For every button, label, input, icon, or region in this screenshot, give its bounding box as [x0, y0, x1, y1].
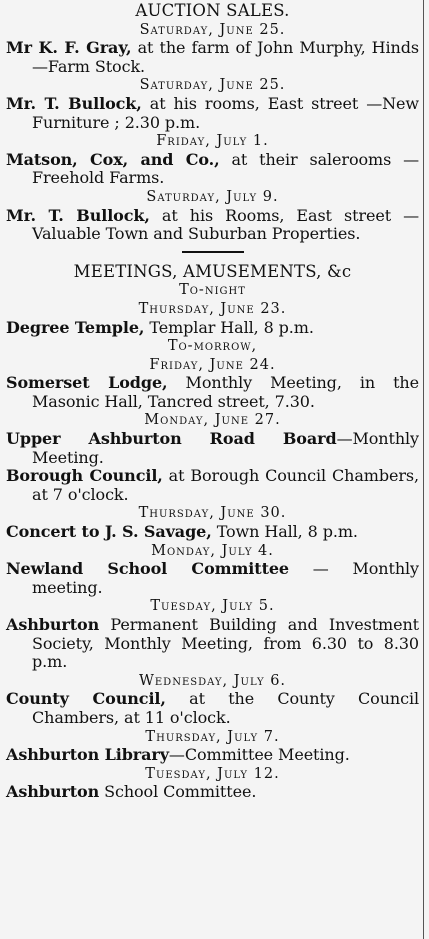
- listing-entry: Somerset Lodge, Monthly Meeting, in the Masonic Hall, Tancred street, 7.30.: [6, 373, 419, 411]
- listing-entry: Matson, Cox, and Co., at their salerooms —Freehold Farms.: [6, 149, 419, 188]
- meetings-heading: MEETINGS, AMUSEMENTS, &c: [73, 261, 352, 281]
- listing-entry: Newland School Committee — Monthly meeting.: [6, 559, 419, 597]
- listing-entry: Ashburton Library—Committee Meeting.: [6, 745, 350, 765]
- date-line: Thursday, June 30.: [138, 505, 287, 522]
- listing-entry: Upper Ashburton Road Board—Monthly Meeting.: [6, 429, 419, 467]
- listing-entry: Mr. T. Bullock, at his Rooms, East street —Valuable Town and Suburban Properties.: [6, 205, 419, 244]
- date-line: Thursday, June 23.: [138, 300, 287, 317]
- date-line: Wednesday, July 6.: [138, 672, 287, 689]
- date-line: Friday, June 24.: [149, 356, 276, 373]
- listing-entry: Ashburton School Committee.: [6, 782, 257, 802]
- listing-entry: Concert to J. S. Savage, Town Hall, 8 p.m.: [6, 522, 358, 542]
- listing-entry: County Council, at the County Council Chambers, at 11 o'clock.: [6, 689, 419, 727]
- date-line: Saturday, June 25.: [139, 21, 286, 38]
- column-rule: [423, 0, 424, 939]
- date-line: Thursday, July 7.: [145, 728, 280, 745]
- date-line: Friday, July 1.: [156, 133, 269, 150]
- listing-entry: Mr. T. Bullock, at his rooms, East street —New Furniture ; 2.30 p.m.: [6, 93, 419, 132]
- section-divider: [182, 251, 244, 253]
- listing-entry: Degree Temple, Templar Hall, 8 p.m.: [6, 317, 314, 337]
- listing-entry: Mr K. F. Gray, at the farm of John Murphy, Hinds—Farm Stock.: [6, 38, 420, 76]
- listing-entry: Ashburton Permanent Building and Investment Society, Monthly Meeting, from 6.30 to 8.30 p.m.: [6, 615, 419, 672]
- date-line: Monday, June 27.: [144, 412, 281, 429]
- date-line: Tuesday, July 5.: [150, 598, 275, 615]
- date-line: Monday, July 4.: [151, 542, 274, 559]
- listing-entry: Borough Council, at Borough Council Chambers, at 7 o'clock.: [6, 466, 419, 504]
- date-line: Saturday, July 9.: [146, 188, 279, 205]
- date-line: To-morrow,: [167, 338, 258, 355]
- date-line: Tuesday, July 12.: [145, 765, 280, 782]
- auction-sales-heading: AUCTION SALES.: [135, 1, 290, 20]
- date-line: Saturday, June 25.: [139, 77, 286, 94]
- subheading: To-night: [179, 282, 246, 299]
